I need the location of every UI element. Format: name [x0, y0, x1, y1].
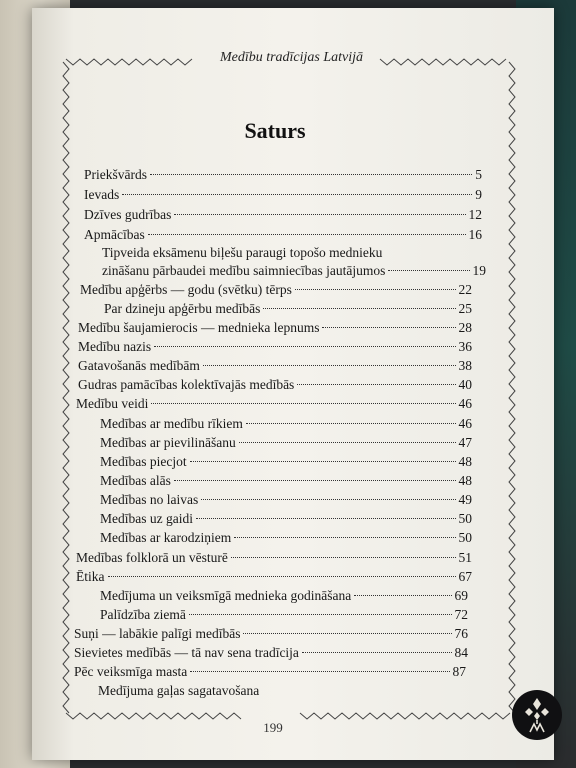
toc-entry-label: Medījuma gaļas sagatavošana	[98, 683, 260, 698]
folk-ornament-logo-icon	[512, 690, 562, 740]
toc-entry-label: Medības ar pievilināšanu	[100, 435, 236, 450]
toc-entry	[78, 338, 472, 356]
toc-entry-page: 46	[458, 396, 472, 411]
toc-entry-page: 28	[458, 320, 472, 335]
toc-entry-label: Pēc veiksmīga masta	[74, 664, 188, 679]
toc-entry-page: 51	[458, 550, 472, 565]
toc-entry-page: 12	[468, 207, 482, 222]
page-number: 199	[263, 720, 283, 735]
toc-entry-page: 5	[475, 167, 482, 182]
toc-entry	[100, 472, 472, 490]
toc-entry	[104, 300, 472, 318]
toc-entry	[84, 226, 482, 244]
toc-entry	[100, 415, 472, 433]
toc-entry-label: Suņi — labākie palīgi medībās	[74, 626, 241, 641]
toc-entry-page: 46	[458, 416, 472, 431]
toc-entry	[100, 587, 468, 605]
toc-entry-page: 40	[458, 377, 472, 392]
toc-entry-page: 19	[472, 263, 486, 278]
toc-entry-label: Dzīves gudrības	[84, 207, 172, 222]
toc-entry-label: Ievads	[84, 187, 120, 202]
toc-entry-page: 38	[458, 358, 472, 373]
toc-entry-label: Medības no laivas	[100, 492, 199, 507]
toc-entry	[100, 491, 472, 509]
toc-entry-page: 50	[458, 530, 472, 545]
toc-entry	[100, 529, 472, 547]
toc-entry-label: Medību nazis	[78, 339, 152, 354]
running-header: Medību tradīcijas Latvijā	[219, 50, 364, 65]
toc-entry-label: zināšanu pārbaudei medību saimniecības jautājumos	[102, 263, 386, 278]
toc-entry-label: Medību veidi	[76, 396, 149, 411]
toc-entry-page: 47	[458, 435, 472, 450]
toc-entry-page: 72	[454, 607, 468, 622]
toc-entry	[78, 319, 472, 337]
toc-entry-label: Medības ar karodziņiem	[100, 530, 232, 545]
toc-entry	[84, 206, 482, 224]
toc-entry-page: 48	[458, 473, 472, 488]
toc-entry-label: Ētika	[76, 569, 105, 584]
toc-entry	[78, 376, 472, 394]
toc-entry-label: Medību šaujamierocis — mednieka lepnums	[78, 320, 320, 335]
toc-entry	[76, 549, 472, 567]
toc-entry-label: Medības piecjot	[100, 454, 187, 469]
toc-entry-page: 76	[454, 626, 468, 641]
toc-entry	[84, 186, 482, 204]
toc-entry-page: 84	[454, 645, 468, 660]
toc-entry-label: Medības uz gaidi	[100, 511, 193, 526]
toc-entry-page: 49	[458, 492, 472, 507]
toc-entry-page: 48	[458, 454, 472, 469]
toc-entry	[100, 434, 472, 452]
toc-entry-page: 69	[454, 588, 468, 603]
toc-entry-label: Apmācības	[84, 227, 145, 242]
toc-entry	[102, 262, 486, 280]
page-title: Saturs	[244, 118, 306, 143]
toc-entry-label: Par dzineju apģērbu medībās	[104, 301, 261, 316]
toc-entry-label: Medības alās	[100, 473, 171, 488]
toc-entry-page: 16	[468, 227, 482, 242]
toc-entry	[100, 510, 472, 528]
toc-entry	[74, 644, 468, 662]
toc-entry-label: Gatavošanās medībām	[78, 358, 200, 373]
toc-entry-label: Gudras pamācības kolektīvajās medībās	[78, 377, 295, 392]
toc-entry	[74, 663, 466, 681]
toc-entry-label: Sievietes medībās — tā nav sena tradīcija	[74, 645, 299, 660]
toc-entry	[78, 357, 472, 375]
toc-entry	[100, 453, 472, 471]
toc-entry-label: Medījuma un veiksmīgā mednieka godināšana	[100, 588, 352, 603]
toc-entry-page: 67	[458, 569, 472, 584]
toc-entry-page: 87	[452, 664, 466, 679]
toc-entry-label: Palīdzība ziemā	[100, 607, 186, 622]
toc-entry-page: 50	[458, 511, 472, 526]
toc-entry	[100, 606, 468, 624]
toc-entry	[80, 281, 472, 299]
toc-entry-label: Medību apģērbs — godu (svētku) tērps	[80, 282, 292, 297]
toc-entry-page: 25	[458, 301, 472, 316]
toc-entry-label: Priekšvārds	[84, 167, 147, 182]
toc-entry-label: Medības ar medību rīkiem	[100, 416, 243, 431]
toc-entry-page: 36	[458, 339, 472, 354]
toc-entry	[76, 395, 472, 413]
toc-entry	[84, 166, 482, 184]
toc-entry-label: Medības folklorā un vēsturē	[76, 550, 228, 565]
toc-entry-label-line1: Tipveida eksāmenu biļešu paraugi topošo mednieku	[102, 245, 383, 260]
toc-entry	[76, 568, 472, 586]
toc-entry-page: 9	[475, 187, 482, 202]
toc-entry	[74, 625, 468, 643]
toc-entry-page: 22	[458, 282, 472, 297]
